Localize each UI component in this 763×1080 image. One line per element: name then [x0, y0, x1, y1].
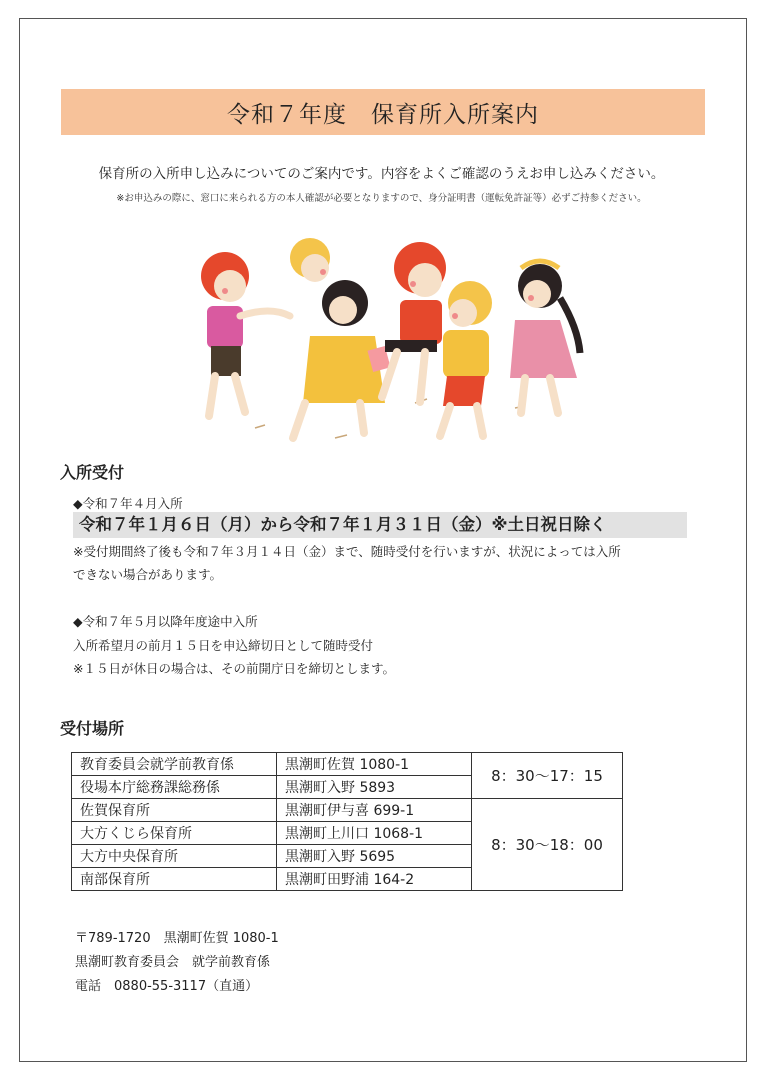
- location-name: 南部保育所: [72, 868, 277, 891]
- locations-table: [71, 752, 623, 891]
- april-period-highlight: 令和７年１月６日（月）から令和７年１月３１日（金）※土日祝日除く: [73, 512, 687, 538]
- contact-org: 黒潮町教育委員会 就学前教育係: [75, 955, 271, 970]
- location-address: 黒潮町伊与喜 699-1: [277, 799, 472, 822]
- april-note-1: ※受付期間終了後も令和７年３月１４日（金）まで、随時受付を行いますが、状況によっては入所: [73, 544, 621, 559]
- table-row: [72, 799, 623, 822]
- may-line-1: 入所希望月の前月１５日を申込締切日として随時受付: [73, 638, 374, 653]
- may-line-2: ※１５日が休日の場合は、その前開庁日を締切とします。: [73, 661, 395, 676]
- april-note-2: できない場合があります。: [73, 567, 223, 582]
- april-label: ◆令和７年４月入所: [73, 496, 183, 511]
- location-name: 教育委員会就学前教育係: [72, 753, 277, 776]
- table-row: [72, 753, 623, 776]
- location-address: 黒潮町入野 5893: [277, 776, 472, 799]
- location-name: 大方中央保育所: [72, 845, 277, 868]
- contact-postal: 〒789-1720 黒潮町佐賀 1080-1: [75, 931, 279, 946]
- location-name: 佐賀保育所: [72, 799, 277, 822]
- location-address: 黒潮町上川口 1068-1: [277, 822, 472, 845]
- contact-phone: 電話 0880-55-3117（直通）: [75, 979, 259, 994]
- intro-text: 保育所の入所申し込みについてのご案内です。内容をよくご確認のうえお申し込みください。: [98, 166, 665, 182]
- section-heading-admission: 入所受付: [60, 463, 125, 482]
- hours-nursery: 8：30～18：00: [472, 799, 623, 891]
- location-address: 黒潮町入野 5695: [277, 845, 472, 868]
- location-address: 黒潮町田野浦 164-2: [277, 868, 472, 891]
- location-name: 大方くじら保育所: [72, 822, 277, 845]
- may-label: ◆令和７年５月以降年度途中入所: [73, 614, 258, 629]
- location-name: 役場本庁総務課総務係: [72, 776, 277, 799]
- section-heading-locations: 受付場所: [60, 719, 125, 738]
- children-illustration: [185, 228, 590, 448]
- hours-office: 8：30～17：15: [472, 753, 623, 799]
- page-title: 令和７年度 保育所入所案内: [61, 89, 705, 135]
- intro-note: ※お申込みの際に、窓口に来られる方の本人確認が必要となりますので、身分証明書（運転免許証等）必ずご持参ください。: [116, 193, 647, 204]
- location-address: 黒潮町佐賀 1080-1: [277, 753, 472, 776]
